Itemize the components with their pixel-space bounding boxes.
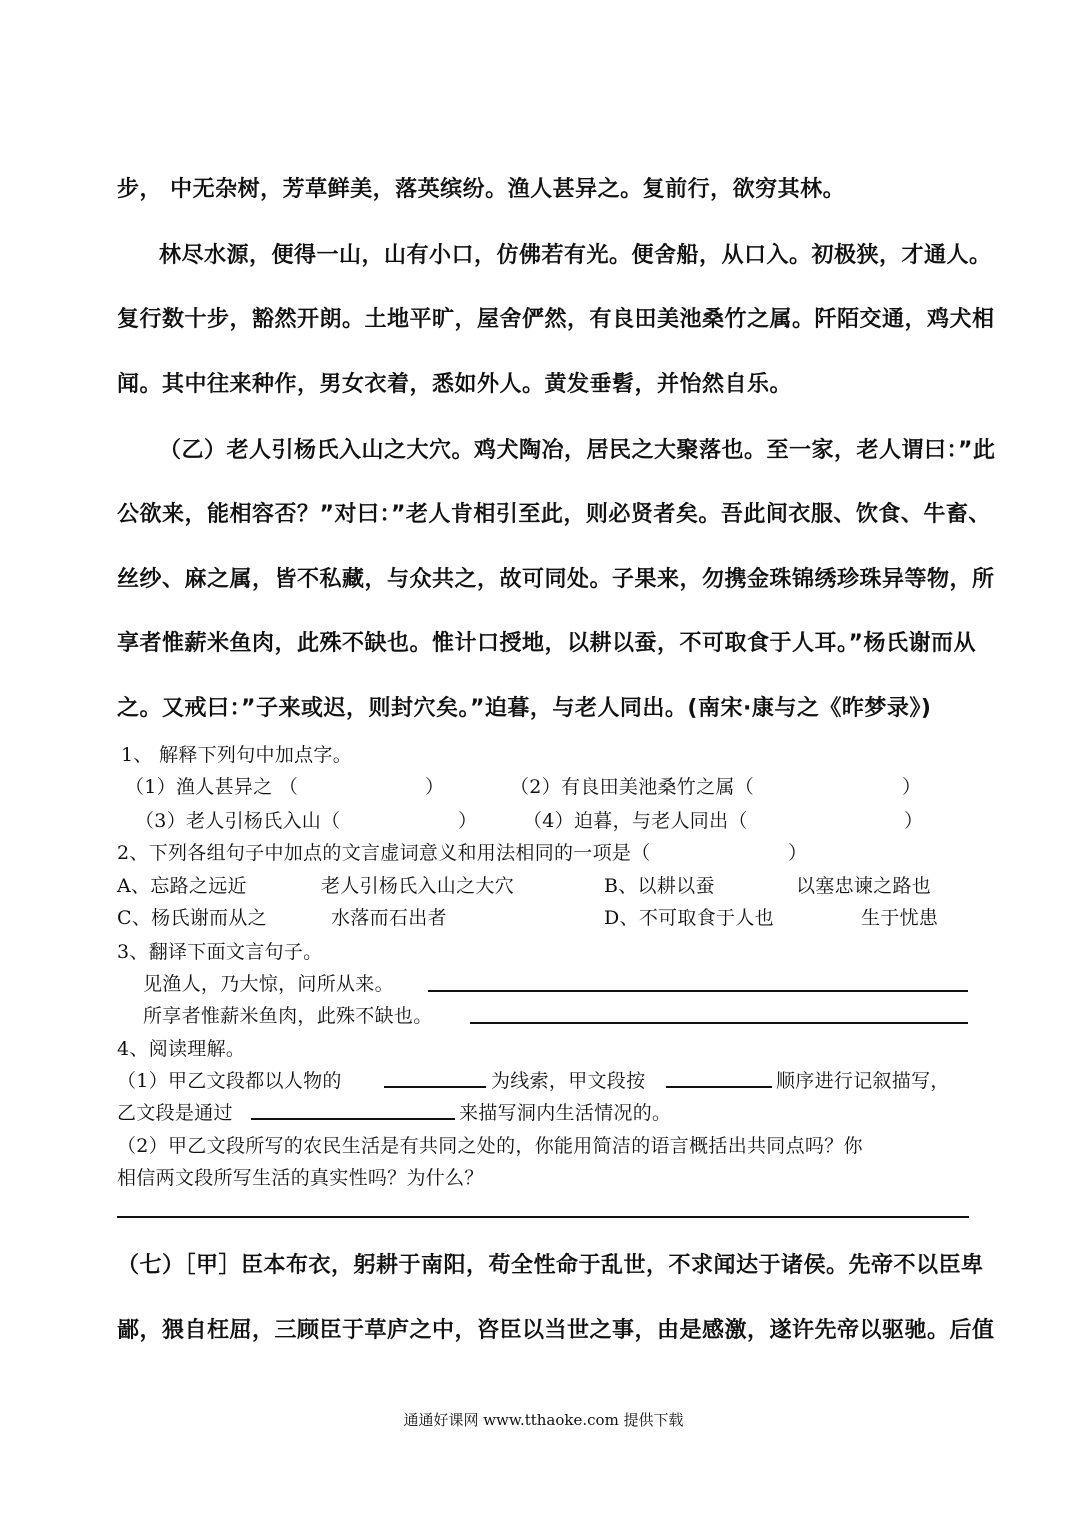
q1-item-1-close: ） (425, 776, 445, 798)
q2-option-c-pair: 水落而石出者 (331, 907, 447, 929)
passage-a-line-1: 步， 中无杂树，芳草鲜美，落英缤纷。渔人甚异之。复前行，欲穷其林。 (117, 177, 846, 202)
q3-title: 3、翻译下面文言句子。 (117, 941, 323, 963)
passage-a-line-3: 复行数十步，豁然开朗。土地平旷，屋舍俨然，有良田美池桑竹之属。阡陌交通，鸡犬相 (117, 307, 995, 332)
q1-item-1: （1）渔人甚异之 （ (125, 776, 299, 798)
q4-part-1-a: （1）甲乙文段都以人物的 (117, 1070, 342, 1092)
q1-item-3: （3）老人引杨氏入山（ (135, 810, 341, 832)
passage-a-line-2: 林尽水源，便得一山，山有小口，仿佛若有光。便舍船，从口入。初极狭，才通人。 (159, 243, 992, 268)
passage-b-line-2: 公欲来，能相容否？”对曰：”老人肯相引至此，则必贤者矣。吾此间衣服、饮食、牛畜、 (117, 502, 991, 527)
q2-option-a-pair: 老人引杨氏入山之大穴 (321, 875, 515, 897)
q4-blank-clue[interactable] (384, 1070, 486, 1088)
passage-b-line-5: 之。又戒曰：”子来或迟，则封穴矣。”迫暮，与老人同出。(南宋·康与之《昨梦录》) (117, 696, 932, 721)
q2-option-c: C、杨氏谢而从之 (117, 907, 267, 929)
passage-b-line-3: 丝纱、麻之属，皆不私藏，与众共之，故可同处。子果来，勿携金珠锦绣珍珠异等物，所 (117, 567, 995, 592)
q1-item-2-close: ） (902, 776, 922, 798)
q2-option-b: B、以耕以蚕 (604, 875, 715, 897)
q3-answer-blank-2[interactable] (470, 1006, 968, 1024)
q1-title: 1、 解释下列句中加点字。 (121, 744, 353, 766)
q1-item-4: （4）迫暮，与老人同出（ (523, 810, 748, 832)
q1-item-3-close: ） (458, 810, 478, 832)
q4-part-1-e: 来描写洞内生活情况的。 (459, 1102, 672, 1124)
q4-part-2-line-1: （2）甲乙文段所写的农民生活是有共同之处的，你能用简洁的语言概括出共同点吗？你 (117, 1135, 863, 1157)
q1-item-2: （2）有良田美池桑竹之属（ (510, 776, 754, 798)
q4-part-1-d: 乙文段是通过 (117, 1102, 233, 1124)
q2-option-d-pair: 生于忧患 (861, 907, 939, 929)
answer-line[interactable] (117, 1216, 969, 1218)
q2-option-d: D、不可取食于人也 (604, 907, 774, 929)
q3-sentence-2: 所享者惟薪米鱼肉，此殊不缺也。 (143, 1005, 433, 1027)
passage-b-line-1: （乙）老人引杨氏入山之大穴。鸡犬陶冶，居民之大聚落也。至一家，老人谓曰：”此 (159, 438, 996, 463)
q4-blank-order[interactable] (666, 1070, 772, 1088)
q4-blank-method[interactable] (251, 1102, 455, 1120)
q2-option-a: A、忘路之远近 (117, 875, 247, 897)
q4-title: 4、阅读理解。 (117, 1038, 246, 1060)
passage-c-line-2: 鄙，猥自枉屈，三顾臣于草庐之中，咨臣以当世之事，由是感激，遂许先帝以驱驰。后值 (117, 1318, 995, 1343)
q4-part-1-c: 顺序进行记叙描写， (776, 1070, 950, 1092)
q3-answer-blank-1[interactable] (428, 974, 968, 992)
passage-b-line-4: 享者惟薪米鱼肉，此殊不缺也。惟计口授地，以耕以蚕，不可取食于人耳。”杨氏谢而从 (117, 631, 976, 656)
q4-part-1-b: 为线索，甲文段按 (491, 1070, 646, 1092)
page-footer: 通通好课网 www.tthaoke.com 提供下载 (403, 1411, 684, 1429)
passage-c-line-1: （七）［甲］臣本布衣，躬耕于南阳，苟全性命于乱世，不求闻达于诸侯。先帝不以臣卑 (117, 1253, 984, 1278)
q2-title-close: ） (788, 842, 808, 864)
passage-a-line-4: 闻。其中往来种作，男女衣着，悉如外人。黄发垂髫，并怡然自乐。 (117, 372, 793, 397)
q2-title: 2、下列各组句子中加点的文言虚词意义和用法相同的一项是（ (117, 842, 651, 864)
q1-item-4-close: ） (904, 810, 924, 832)
q4-part-2-line-2: 相信两文段所写生活的真实性吗？为什么？ (117, 1167, 484, 1189)
q2-option-b-pair: 以塞忠谏之路也 (796, 875, 932, 897)
q3-sentence-1: 见渔人，乃大惊，问所从来。 (143, 973, 394, 995)
